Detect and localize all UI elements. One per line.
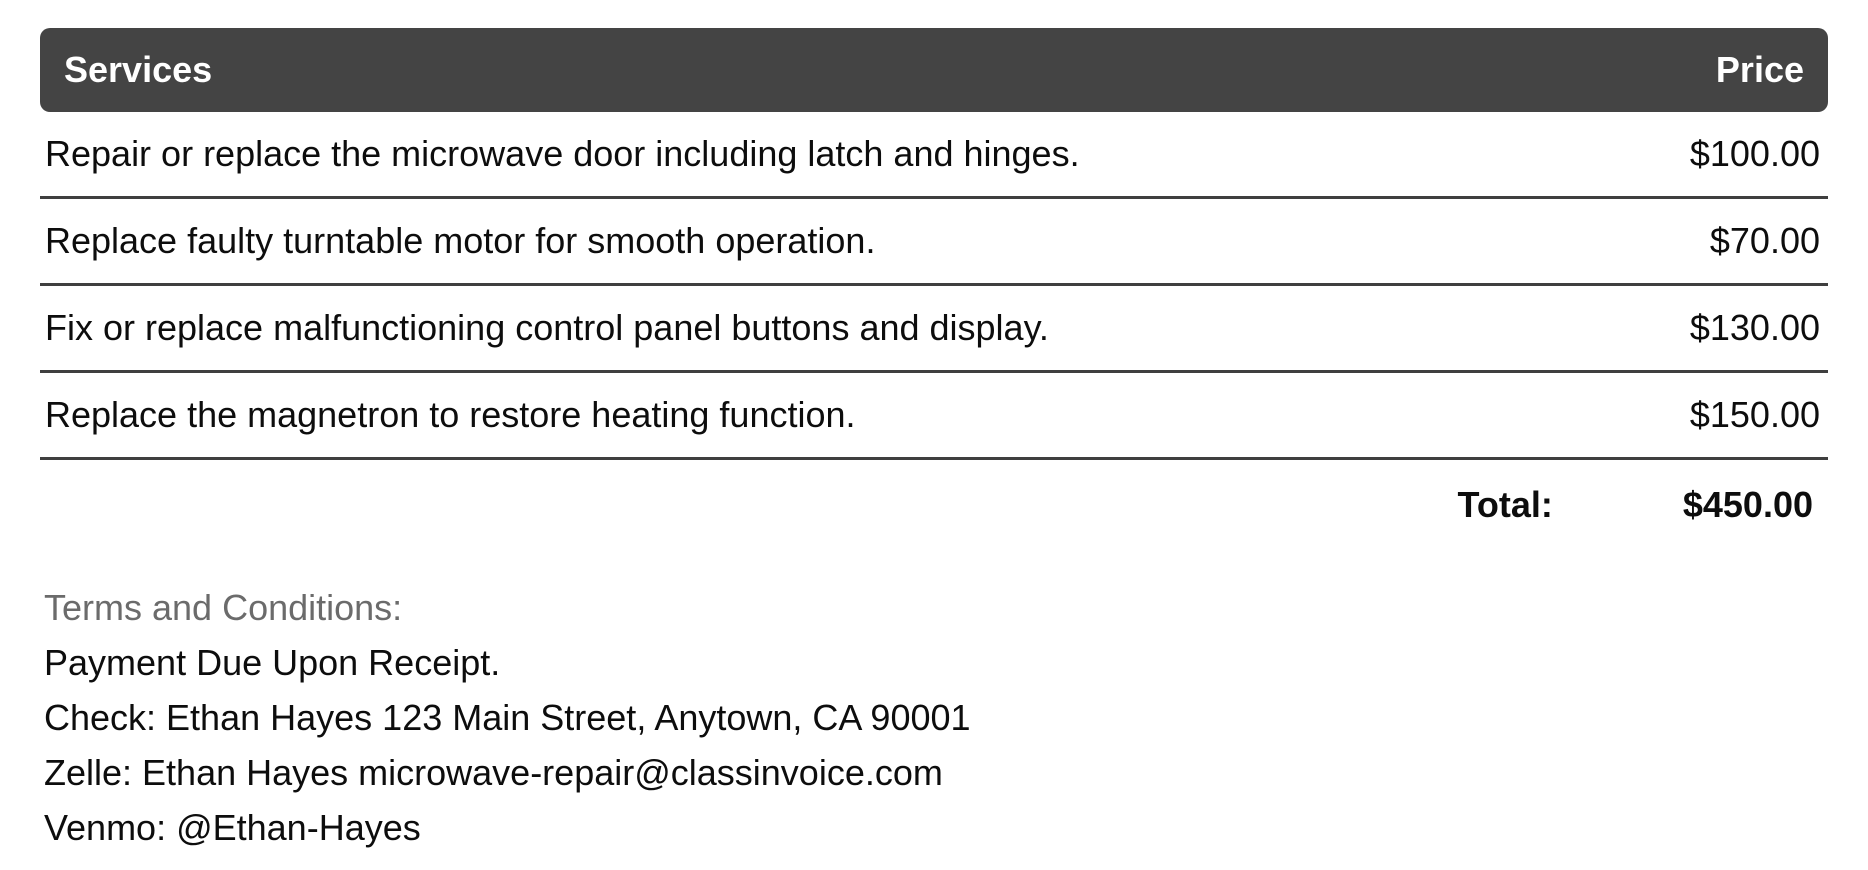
terms-section bbox=[40, 580, 1828, 855]
table-row bbox=[40, 373, 1828, 460]
table-row bbox=[40, 199, 1828, 286]
total-label: Total: bbox=[1457, 484, 1553, 525]
table-row bbox=[40, 112, 1828, 199]
service-price: $100.00 bbox=[1689, 133, 1820, 174]
services-table bbox=[40, 28, 1828, 550]
service-description: Fix or replace malfunctioning control panel buttons and display. bbox=[45, 307, 1049, 348]
table-header-row bbox=[40, 28, 1828, 112]
service-price: $70.00 bbox=[1709, 220, 1820, 261]
table-row bbox=[40, 286, 1828, 373]
terms-line-venmo: Venmo: @Ethan-Hayes bbox=[44, 807, 421, 848]
column-header-services: Services bbox=[64, 49, 213, 90]
column-header-price: Price bbox=[1715, 49, 1804, 90]
total-value: $450.00 bbox=[1682, 484, 1813, 525]
service-description: Repair or replace the microwave door including latch and hinges. bbox=[45, 133, 1080, 174]
service-description: Replace faulty turntable motor for smooth operation. bbox=[45, 220, 876, 261]
terms-line-check: Check: Ethan Hayes 123 Main Street, Anytown, CA 90001 bbox=[44, 697, 971, 738]
terms-line-zelle: Zelle: Ethan Hayes microwave-repair@classinvoice.com bbox=[44, 752, 943, 793]
total-row bbox=[40, 460, 1828, 550]
terms-heading: Terms and Conditions: bbox=[44, 587, 403, 628]
service-description: Replace the magnetron to restore heating function. bbox=[45, 394, 856, 435]
service-price: $150.00 bbox=[1689, 394, 1820, 435]
terms-line-payment: Payment Due Upon Receipt. bbox=[44, 642, 501, 683]
service-price: $130.00 bbox=[1689, 307, 1820, 348]
